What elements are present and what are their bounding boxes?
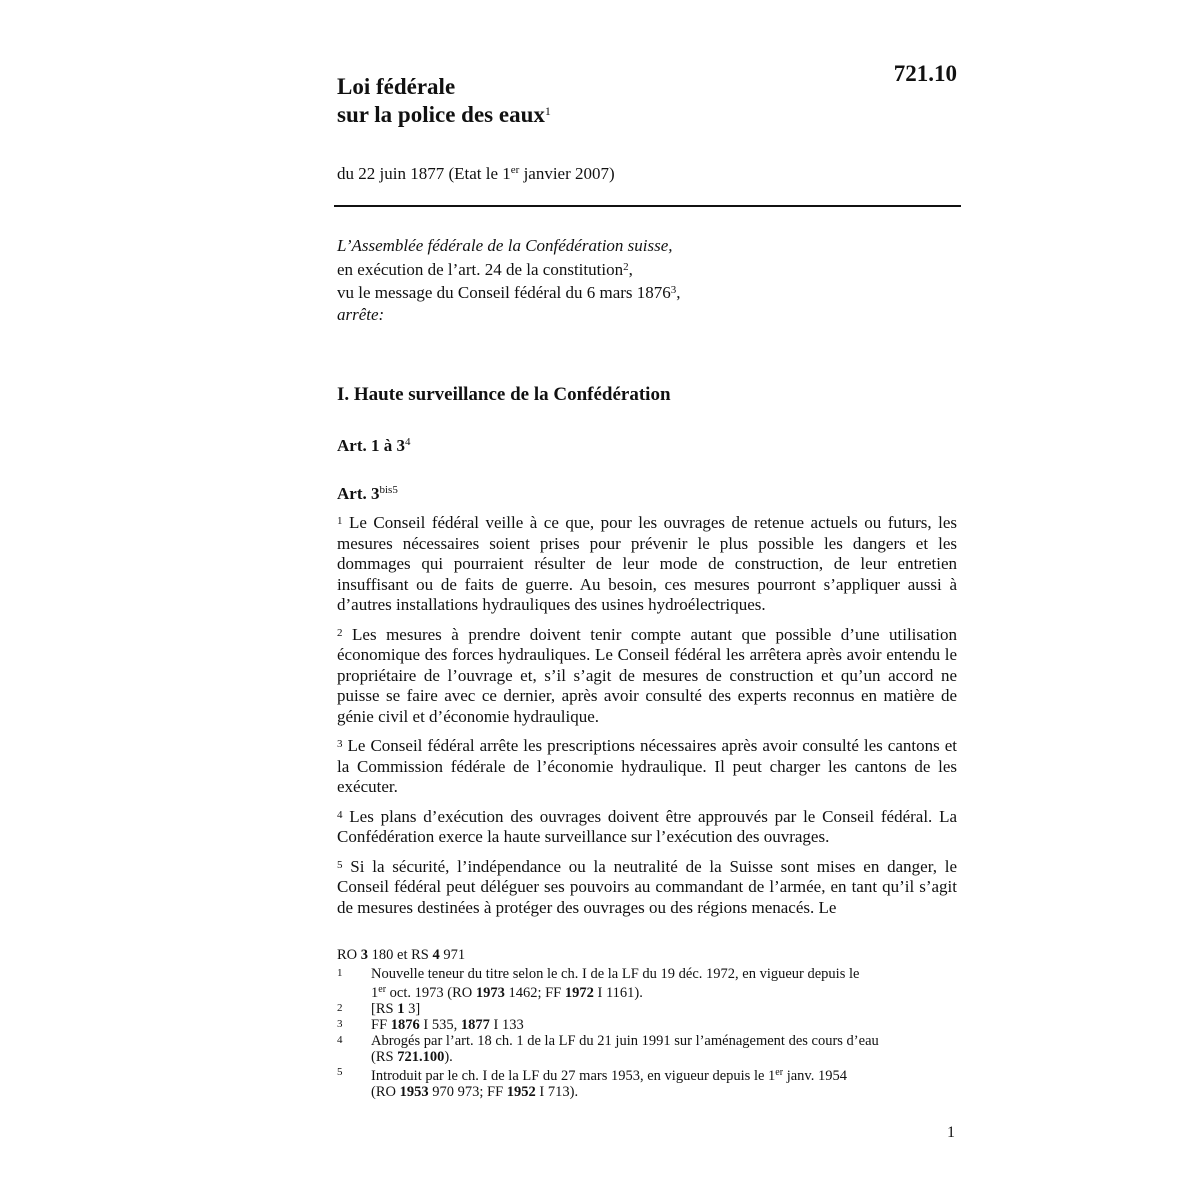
article-1-3-heading: Art. 1 à $3^4$ [337, 436, 411, 455]
article-3bis-heading: Art. $3^{bis5}$ [337, 484, 398, 503]
footnote-number: 2 [337, 1002, 343, 1014]
footnote-ref: 2 [623, 260, 629, 273]
paragraph-number: 1 [337, 515, 343, 527]
footnote-ref: 4 [404, 436, 411, 448]
footnote-ref: 3 [670, 284, 677, 296]
footnote: 3 FF 1876 I 535, 1877 I 133 [337, 1017, 524, 1033]
sr-number: 721.10 [893, 61, 957, 86]
paragraph: $^5$ Si la sécurité, l’indépendance ou la neutralité de la Suisse sont mises en danger, le Conseil fédéral peut déléguer ses pouvoirs au commandant de l’armée, en tant qu’il s’agit de mesures destinées à protéger des ouvrages ou des régions menacés. Le [337, 856, 957, 917]
paragraph-number: 4 [337, 808, 343, 821]
paragraph-number: 2 [337, 626, 343, 639]
publication-source: RO 3 180 et RS 4 971 [337, 947, 466, 963]
preamble [337, 235, 681, 325]
chapter-heading: I. Haute surveillance de la Confédération [337, 384, 671, 405]
footnote-ref: bis5 [379, 484, 398, 496]
footnotes [337, 947, 957, 1100]
preamble-message: vu le message du Conseil fédéral du 6 mars 1876$^3$, [337, 283, 681, 302]
footnote: 5 Introduit par le ch. I de la LF du 27 mars 1953, en vigueur depuis le 1er janv. 1954 (RO 1953 970 973; FF 1952 I 713). [337, 1066, 847, 1100]
article-3bis-body [337, 511, 957, 925]
footnote-number: 3 [337, 1018, 343, 1030]
footnote-number: 4 [337, 1034, 343, 1046]
law-title [337, 74, 551, 127]
document-page [337, 0, 959, 1200]
paragraph: $^2$ Les mesures à prendre doivent tenir compte autant que possible d’une utilisation économique des forces hydrauliques. Le Conseil fédéral les arrêtera après avoir entendu le propriétaire de l’ouvrage et, s’il s’agit de mesures de construction et qu’un accord ne puisse se faire avec ce dernier, après avoir consulté des experts reconnus en matière de génie civil et d’économie hydraulique. [337, 624, 958, 726]
law-title-line-1: Loi fédérale [337, 74, 456, 99]
paragraph-number: 3 [337, 738, 343, 750]
paragraph: $^4$ Les plans d’exécution des ouvrages doivent être approuvés par le Conseil fédéral. La Confédération exerce la haute surveillance sur l’exécution des ouvrages. [337, 806, 958, 846]
footnote-number: 1 [337, 967, 343, 979]
preamble-enacting-body: L’Assemblée fédérale de la Confédération suisse, [337, 236, 673, 255]
footnote-number: 5 [337, 1066, 343, 1078]
paragraph-number: 5 [337, 858, 343, 871]
law-title-line-2: sur la police des eaux$^1$ [337, 102, 551, 127]
paragraph: $^3$ Le Conseil fédéral arrête les prescriptions nécessaires après avoir consulté les cantons et la Commission fédérale de l’économie hydraulique. Il peut charger les cantons de les exécuter. [337, 736, 958, 796]
footnote: 1 Nouvelle teneur du titre selon le ch. I de la LF du 19 déc. 1972, en vigueur depuis le 1er oct. 1973 (RO 1973 1462; FF 1972 I 1161). [337, 966, 860, 1001]
footnote-ref: 1 [544, 104, 551, 118]
preamble-basis: en exécution de l’art. 24 de la constitution$^2$, [337, 259, 633, 279]
footnote: 2 [RS 1 3] [337, 1001, 421, 1017]
paragraph: $^1$ Le Conseil fédéral veille à ce que, pour les ouvrages de retenue actuels ou futurs, les mesures nécessaires soient prises pour prévenir le plus possible les dangers et les dommages qui pourraient résulter de leur mode de construction, de leur entretien insuffisant ou de faits de guerre. Au besoin, ces mesures pourront s’appliquer aussi à d’autres installations hydrauliques des usines hydroélectriques. [337, 513, 958, 614]
preamble-decrees: arrête: [337, 304, 385, 324]
footnote: 4 Abrogés par l’art. 18 ch. 1 de la LF du 21 juin 1991 sur l’aménagement des cours d’eau (RS 721.100). [337, 1033, 879, 1065]
header-divider [334, 205, 961, 207]
date-line: du 22 juin 1877 (Etat le 1er janvier 2007) [337, 164, 615, 183]
page-number: 1 [947, 1124, 955, 1141]
